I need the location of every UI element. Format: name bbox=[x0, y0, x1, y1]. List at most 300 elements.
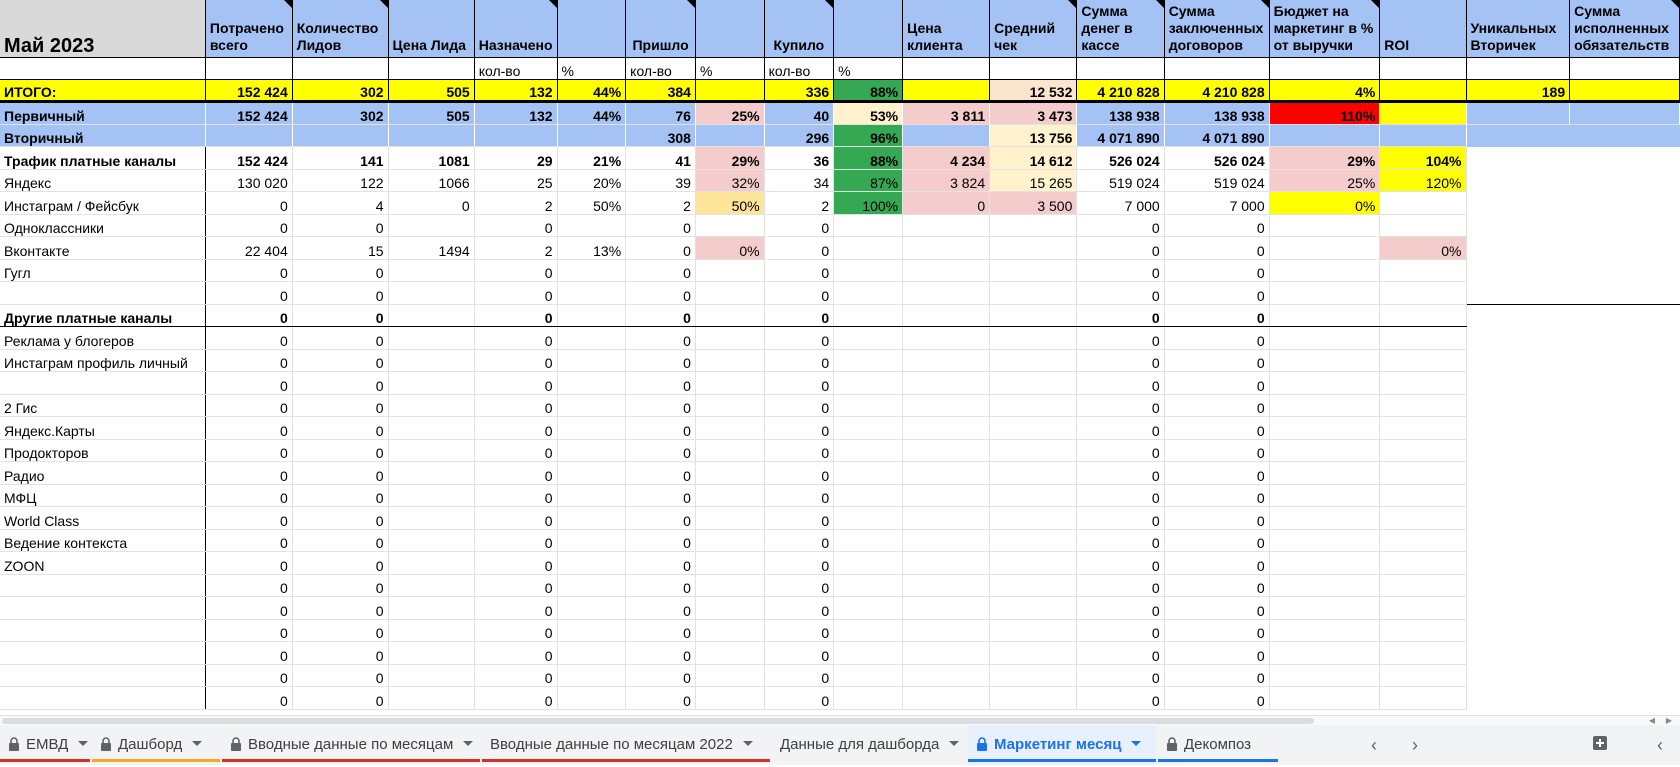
row-label[interactable]: Вконтакте bbox=[0, 237, 205, 260]
subheader-cell[interactable] bbox=[388, 57, 474, 79]
header-cell[interactable]: Сумма исполненных обязательств bbox=[1570, 0, 1680, 57]
cell[interactable]: 308 bbox=[626, 124, 696, 147]
cell[interactable] bbox=[557, 484, 626, 507]
cell[interactable] bbox=[557, 687, 626, 710]
row-label[interactable]: Одноклассники bbox=[0, 214, 205, 237]
cell[interactable]: 0 bbox=[1164, 597, 1269, 620]
cell[interactable]: 0 bbox=[626, 529, 696, 552]
cell[interactable] bbox=[834, 664, 903, 687]
cell[interactable]: 0 bbox=[1164, 462, 1269, 485]
cell[interactable] bbox=[695, 372, 764, 395]
subheader-cell[interactable]: кол-во bbox=[764, 57, 834, 79]
cell[interactable] bbox=[1466, 597, 1570, 620]
row-label[interactable] bbox=[0, 664, 205, 687]
cell[interactable] bbox=[1269, 214, 1380, 237]
cell[interactable]: 0 bbox=[474, 439, 557, 462]
row-label[interactable] bbox=[0, 642, 205, 665]
cell[interactable]: 0 bbox=[1077, 619, 1164, 642]
cell[interactable] bbox=[557, 417, 626, 440]
cell[interactable]: 0 bbox=[292, 417, 388, 440]
subheader-cell[interactable] bbox=[903, 57, 990, 79]
cell[interactable]: 0 bbox=[292, 349, 388, 372]
cell[interactable]: 0 bbox=[626, 259, 696, 282]
header-cell[interactable]: Пришло bbox=[626, 0, 696, 57]
cell[interactable] bbox=[903, 327, 990, 350]
cell[interactable] bbox=[1570, 147, 1680, 170]
row-label[interactable]: Другие платные каналы bbox=[0, 304, 205, 327]
cell[interactable]: 0 bbox=[474, 529, 557, 552]
cell[interactable] bbox=[388, 372, 474, 395]
cell[interactable]: 0 bbox=[292, 439, 388, 462]
cell[interactable]: 0 bbox=[474, 327, 557, 350]
cell[interactable] bbox=[1570, 597, 1680, 620]
cell[interactable] bbox=[1380, 529, 1466, 552]
cell[interactable]: 50% bbox=[695, 192, 764, 215]
cell[interactable] bbox=[1570, 529, 1680, 552]
cell[interactable] bbox=[834, 372, 903, 395]
cell[interactable] bbox=[557, 372, 626, 395]
chevron-down-icon[interactable] bbox=[192, 741, 202, 746]
cell[interactable]: 0 bbox=[205, 192, 292, 215]
cell[interactable] bbox=[388, 687, 474, 710]
scroll-right-arrow[interactable]: ▶ bbox=[1665, 716, 1673, 725]
cell[interactable]: 15 265 bbox=[990, 169, 1077, 192]
cell[interactable]: 189 bbox=[1466, 79, 1570, 102]
row-label[interactable]: 2 Гис bbox=[0, 394, 205, 417]
cell[interactable] bbox=[557, 282, 626, 305]
cell[interactable]: 0 bbox=[764, 462, 834, 485]
cell[interactable]: 0 bbox=[292, 462, 388, 485]
cell[interactable] bbox=[1570, 484, 1680, 507]
cell[interactable] bbox=[695, 282, 764, 305]
cell[interactable] bbox=[1380, 619, 1466, 642]
cell[interactable] bbox=[388, 259, 474, 282]
cell[interactable] bbox=[557, 439, 626, 462]
cell[interactable]: 0% bbox=[1380, 237, 1466, 260]
cell[interactable] bbox=[557, 664, 626, 687]
cell[interactable]: 0 bbox=[764, 214, 834, 237]
cell[interactable] bbox=[557, 259, 626, 282]
cell[interactable]: 4 210 828 bbox=[1164, 79, 1269, 102]
cell[interactable] bbox=[695, 417, 764, 440]
cell[interactable]: 0 bbox=[764, 484, 834, 507]
cell[interactable] bbox=[292, 124, 388, 147]
row-label[interactable]: Реклама у блогеров bbox=[0, 327, 205, 350]
cell[interactable] bbox=[1466, 529, 1570, 552]
cell[interactable]: 100% bbox=[834, 192, 903, 215]
header-cell[interactable]: Уникальных Вторичек bbox=[1466, 0, 1570, 57]
cell[interactable] bbox=[388, 327, 474, 350]
cell[interactable]: 0 bbox=[1164, 619, 1269, 642]
cell[interactable] bbox=[990, 619, 1077, 642]
cell[interactable]: 0% bbox=[1269, 192, 1380, 215]
cell[interactable] bbox=[1380, 417, 1466, 440]
cell[interactable] bbox=[388, 664, 474, 687]
cell[interactable]: 0 bbox=[1164, 304, 1269, 327]
cell[interactable] bbox=[1380, 372, 1466, 395]
cell[interactable]: 0 bbox=[1077, 642, 1164, 665]
cell[interactable] bbox=[695, 439, 764, 462]
cell[interactable] bbox=[990, 394, 1077, 417]
cell[interactable]: 0 bbox=[1164, 507, 1269, 530]
cell[interactable] bbox=[557, 214, 626, 237]
cell[interactable] bbox=[990, 687, 1077, 710]
cell[interactable] bbox=[903, 214, 990, 237]
month-title[interactable]: Май 2023 bbox=[0, 0, 205, 57]
cell[interactable]: 0 bbox=[626, 439, 696, 462]
cell[interactable] bbox=[1570, 327, 1680, 350]
cell[interactable]: 1081 bbox=[388, 147, 474, 170]
cell[interactable]: 0 bbox=[292, 687, 388, 710]
cell[interactable] bbox=[1570, 304, 1680, 327]
chevron-down-icon[interactable] bbox=[1131, 741, 1141, 746]
subheader-cell[interactable] bbox=[1380, 57, 1466, 79]
cell[interactable] bbox=[1269, 327, 1380, 350]
cell[interactable] bbox=[1466, 327, 1570, 350]
cell[interactable]: 138 938 bbox=[1164, 102, 1269, 125]
cell[interactable] bbox=[903, 619, 990, 642]
sheet-tab[interactable] bbox=[1158, 725, 1278, 765]
cell[interactable] bbox=[557, 124, 626, 147]
cell[interactable]: 0 bbox=[626, 484, 696, 507]
cell[interactable]: 0 bbox=[1077, 372, 1164, 395]
cell[interactable] bbox=[1380, 304, 1466, 327]
cell[interactable] bbox=[557, 462, 626, 485]
cell[interactable] bbox=[990, 372, 1077, 395]
cell[interactable] bbox=[903, 552, 990, 575]
cell[interactable] bbox=[1570, 687, 1680, 710]
cell[interactable]: 0 bbox=[205, 507, 292, 530]
cell[interactable] bbox=[903, 372, 990, 395]
cell[interactable]: 152 424 bbox=[205, 102, 292, 125]
cell[interactable]: 138 938 bbox=[1077, 102, 1164, 125]
cell[interactable]: 0 bbox=[1164, 349, 1269, 372]
cell[interactable] bbox=[1570, 282, 1680, 305]
chevron-down-icon[interactable] bbox=[463, 741, 473, 746]
cell[interactable]: 29% bbox=[695, 147, 764, 170]
header-cell[interactable] bbox=[834, 0, 903, 57]
cell[interactable]: 25 bbox=[474, 169, 557, 192]
cell[interactable] bbox=[1380, 597, 1466, 620]
row-label[interactable]: Первичный bbox=[0, 102, 205, 125]
cell[interactable] bbox=[1570, 642, 1680, 665]
cell[interactable]: 0 bbox=[1164, 214, 1269, 237]
cell[interactable] bbox=[1269, 597, 1380, 620]
cell[interactable]: 0 bbox=[626, 214, 696, 237]
cell[interactable]: 0 bbox=[764, 327, 834, 350]
cell[interactable]: 0 bbox=[292, 484, 388, 507]
cell[interactable]: 141 bbox=[292, 147, 388, 170]
cell[interactable] bbox=[1570, 259, 1680, 282]
cell[interactable] bbox=[1269, 619, 1380, 642]
subheader-cell[interactable] bbox=[205, 57, 292, 79]
cell[interactable]: 0 bbox=[205, 214, 292, 237]
cell[interactable]: 14 612 bbox=[990, 147, 1077, 170]
cell[interactable]: 0 bbox=[474, 574, 557, 597]
cell[interactable] bbox=[903, 304, 990, 327]
cell[interactable]: 0% bbox=[695, 237, 764, 260]
cell[interactable] bbox=[388, 124, 474, 147]
cell[interactable] bbox=[695, 597, 764, 620]
cell[interactable]: 4 234 bbox=[903, 147, 990, 170]
cell[interactable]: 0 bbox=[626, 372, 696, 395]
cell[interactable] bbox=[557, 394, 626, 417]
cell[interactable] bbox=[388, 597, 474, 620]
cell[interactable]: 0 bbox=[205, 552, 292, 575]
cell[interactable] bbox=[834, 327, 903, 350]
cell[interactable] bbox=[1380, 124, 1466, 147]
cell[interactable] bbox=[1269, 394, 1380, 417]
header-cell[interactable] bbox=[557, 0, 626, 57]
cell[interactable] bbox=[388, 529, 474, 552]
cell[interactable] bbox=[903, 507, 990, 530]
cell[interactable] bbox=[990, 574, 1077, 597]
cell[interactable] bbox=[1570, 507, 1680, 530]
cell[interactable]: 2 bbox=[764, 192, 834, 215]
cell[interactable] bbox=[990, 304, 1077, 327]
cell[interactable] bbox=[834, 574, 903, 597]
cell[interactable] bbox=[903, 642, 990, 665]
chevron-down-icon[interactable] bbox=[743, 741, 753, 746]
cell[interactable] bbox=[990, 529, 1077, 552]
cell[interactable]: 0 bbox=[764, 394, 834, 417]
cell[interactable]: 0 bbox=[205, 462, 292, 485]
cell[interactable] bbox=[1380, 574, 1466, 597]
cell[interactable]: 3 473 bbox=[990, 102, 1077, 125]
cell[interactable]: 3 500 bbox=[990, 192, 1077, 215]
cell[interactable] bbox=[557, 597, 626, 620]
cell[interactable] bbox=[1570, 169, 1680, 192]
cell[interactable] bbox=[474, 124, 557, 147]
header-cell[interactable]: Сумма денег в кассе bbox=[1077, 0, 1164, 57]
cell[interactable]: 104% bbox=[1380, 147, 1466, 170]
cell[interactable] bbox=[1269, 259, 1380, 282]
cell[interactable] bbox=[1466, 282, 1570, 305]
cell[interactable] bbox=[557, 327, 626, 350]
cell[interactable]: 0 bbox=[626, 642, 696, 665]
subheader-cell[interactable]: % bbox=[557, 57, 626, 79]
cell[interactable]: 122 bbox=[292, 169, 388, 192]
cell[interactable]: 0 bbox=[764, 417, 834, 440]
cell[interactable]: 0 bbox=[1077, 507, 1164, 530]
row-label[interactable]: Трафик платные каналы bbox=[0, 147, 205, 170]
cell[interactable] bbox=[1570, 237, 1680, 260]
cell[interactable]: 0 bbox=[292, 642, 388, 665]
cell[interactable]: 0 bbox=[1077, 259, 1164, 282]
cell[interactable] bbox=[1466, 394, 1570, 417]
cell[interactable] bbox=[990, 214, 1077, 237]
cell[interactable]: 0 bbox=[626, 552, 696, 575]
cell[interactable] bbox=[388, 619, 474, 642]
subheader-cell[interactable] bbox=[1570, 57, 1680, 79]
cell[interactable]: 20% bbox=[557, 169, 626, 192]
cell[interactable] bbox=[695, 484, 764, 507]
cell[interactable]: 40 bbox=[764, 102, 834, 125]
cell[interactable] bbox=[557, 349, 626, 372]
cell[interactable]: 0 bbox=[474, 282, 557, 305]
cell[interactable] bbox=[1570, 574, 1680, 597]
cell[interactable] bbox=[557, 507, 626, 530]
cell[interactable] bbox=[1380, 552, 1466, 575]
cell[interactable]: 0 bbox=[1077, 664, 1164, 687]
cell[interactable] bbox=[1466, 619, 1570, 642]
cell[interactable]: 0 bbox=[1164, 687, 1269, 710]
cell[interactable]: 7 000 bbox=[1164, 192, 1269, 215]
cell[interactable]: 0 bbox=[764, 372, 834, 395]
cell[interactable] bbox=[1380, 664, 1466, 687]
row-label[interactable]: Яндекс.Карты bbox=[0, 417, 205, 440]
cell[interactable]: 0 bbox=[1077, 304, 1164, 327]
cell[interactable]: 0 bbox=[626, 304, 696, 327]
cell[interactable]: 0 bbox=[1077, 327, 1164, 350]
cell[interactable]: 0 bbox=[1077, 597, 1164, 620]
cell[interactable] bbox=[557, 529, 626, 552]
cell[interactable]: 0 bbox=[1164, 529, 1269, 552]
add-sheet-icon[interactable] bbox=[1590, 735, 1610, 755]
row-label[interactable]: ИТОГО: bbox=[0, 79, 205, 102]
cell[interactable]: 0 bbox=[764, 282, 834, 305]
cell[interactable] bbox=[903, 79, 990, 102]
cell[interactable]: 0 bbox=[292, 372, 388, 395]
cell[interactable]: 0 bbox=[292, 552, 388, 575]
cell[interactable] bbox=[1466, 574, 1570, 597]
cell[interactable]: 0 bbox=[292, 597, 388, 620]
cell[interactable] bbox=[1466, 124, 1570, 147]
cell[interactable]: 0 bbox=[1077, 214, 1164, 237]
cell[interactable]: 0 bbox=[474, 214, 557, 237]
cell[interactable] bbox=[1570, 552, 1680, 575]
cell[interactable] bbox=[903, 124, 990, 147]
cell[interactable]: 0 bbox=[474, 462, 557, 485]
cell[interactable]: 0 bbox=[764, 349, 834, 372]
cell[interactable]: 4 bbox=[292, 192, 388, 215]
row-label[interactable] bbox=[0, 597, 205, 620]
cell[interactable]: 0 bbox=[474, 304, 557, 327]
chevron-down-icon[interactable] bbox=[949, 741, 959, 746]
cell[interactable]: 0 bbox=[292, 327, 388, 350]
cell[interactable]: 0 bbox=[205, 394, 292, 417]
cell[interactable]: 3 824 bbox=[903, 169, 990, 192]
cell[interactable]: 0 bbox=[1077, 439, 1164, 462]
cell[interactable] bbox=[1269, 687, 1380, 710]
cell[interactable] bbox=[903, 462, 990, 485]
cell[interactable] bbox=[1269, 439, 1380, 462]
chevron-down-icon[interactable] bbox=[78, 741, 88, 746]
row-label[interactable] bbox=[0, 687, 205, 710]
cell[interactable] bbox=[903, 529, 990, 552]
cell[interactable]: 0 bbox=[1164, 439, 1269, 462]
header-cell[interactable]: Средний чек bbox=[990, 0, 1077, 57]
cell[interactable]: 0 bbox=[205, 417, 292, 440]
cell[interactable]: 0 bbox=[626, 597, 696, 620]
cell[interactable]: 0 bbox=[292, 394, 388, 417]
cell[interactable]: 505 bbox=[388, 102, 474, 125]
cell[interactable]: 0 bbox=[1164, 327, 1269, 350]
header-cell[interactable]: Назначено bbox=[474, 0, 557, 57]
subheader-cell[interactable] bbox=[1466, 57, 1570, 79]
cell[interactable] bbox=[1380, 327, 1466, 350]
cell[interactable]: 0 bbox=[205, 574, 292, 597]
row-label[interactable]: МФЦ bbox=[0, 484, 205, 507]
subheader-cell[interactable]: кол-во bbox=[474, 57, 557, 79]
cell[interactable]: 0 bbox=[626, 619, 696, 642]
scroll-left-arrow[interactable]: ◀ bbox=[1648, 716, 1656, 725]
cell[interactable]: 0 bbox=[292, 282, 388, 305]
cell[interactable]: 0 bbox=[626, 687, 696, 710]
cell[interactable] bbox=[695, 259, 764, 282]
cell[interactable]: 34 bbox=[764, 169, 834, 192]
cell[interactable]: 0 bbox=[474, 349, 557, 372]
cell[interactable] bbox=[1466, 304, 1570, 327]
cell[interactable]: 0 bbox=[474, 484, 557, 507]
cell[interactable] bbox=[1466, 552, 1570, 575]
cell[interactable]: 0 bbox=[474, 664, 557, 687]
cell[interactable] bbox=[834, 619, 903, 642]
horizontal-scrollbar[interactable] bbox=[0, 715, 1680, 725]
cell[interactable] bbox=[557, 619, 626, 642]
row-label[interactable] bbox=[0, 372, 205, 395]
cell[interactable]: 2 bbox=[474, 192, 557, 215]
cell[interactable]: 25% bbox=[1269, 169, 1380, 192]
cell[interactable] bbox=[388, 417, 474, 440]
cell[interactable]: 25% bbox=[695, 102, 764, 125]
cell[interactable]: 0 bbox=[1077, 552, 1164, 575]
cell[interactable] bbox=[1570, 417, 1680, 440]
cell[interactable] bbox=[1466, 237, 1570, 260]
header-cell[interactable]: Цена клиента bbox=[903, 0, 990, 57]
cell[interactable]: 302 bbox=[292, 79, 388, 102]
cell[interactable]: 0 bbox=[474, 394, 557, 417]
header-cell[interactable]: Купило bbox=[764, 0, 834, 57]
cell[interactable] bbox=[1466, 372, 1570, 395]
cell[interactable]: 336 bbox=[764, 79, 834, 102]
header-cell[interactable]: Бюджет на маркетинг в % от выручки bbox=[1269, 0, 1380, 57]
header-cell[interactable]: Потрачено всего bbox=[205, 0, 292, 57]
cell[interactable]: 152 424 bbox=[205, 147, 292, 170]
cell[interactable] bbox=[834, 394, 903, 417]
cell[interactable] bbox=[903, 484, 990, 507]
cell[interactable]: 0 bbox=[626, 417, 696, 440]
cell[interactable]: 0 bbox=[764, 642, 834, 665]
cell[interactable]: 32% bbox=[695, 169, 764, 192]
cell[interactable] bbox=[1269, 642, 1380, 665]
cell[interactable]: 0 bbox=[205, 349, 292, 372]
cell[interactable]: 384 bbox=[626, 79, 696, 102]
cell[interactable]: 0 bbox=[764, 507, 834, 530]
cell[interactable] bbox=[990, 259, 1077, 282]
cell[interactable] bbox=[388, 574, 474, 597]
cell[interactable] bbox=[990, 349, 1077, 372]
cell[interactable] bbox=[903, 439, 990, 462]
cell[interactable]: 0 bbox=[903, 192, 990, 215]
cell[interactable]: 50% bbox=[557, 192, 626, 215]
cell[interactable]: 0 bbox=[764, 259, 834, 282]
cell[interactable]: 132 bbox=[474, 102, 557, 125]
cell[interactable] bbox=[388, 349, 474, 372]
cell[interactable]: 302 bbox=[292, 102, 388, 125]
cell[interactable] bbox=[1466, 664, 1570, 687]
cell[interactable]: 0 bbox=[626, 462, 696, 485]
cell[interactable]: 0 bbox=[292, 664, 388, 687]
cell[interactable] bbox=[388, 462, 474, 485]
cell[interactable]: 4 210 828 bbox=[1077, 79, 1164, 102]
header-cell[interactable]: Цена Лида bbox=[388, 0, 474, 57]
cell[interactable] bbox=[834, 237, 903, 260]
cell[interactable] bbox=[1380, 394, 1466, 417]
cell[interactable]: 0 bbox=[1164, 664, 1269, 687]
cell[interactable]: 505 bbox=[388, 79, 474, 102]
cell[interactable]: 110% bbox=[1269, 102, 1380, 125]
